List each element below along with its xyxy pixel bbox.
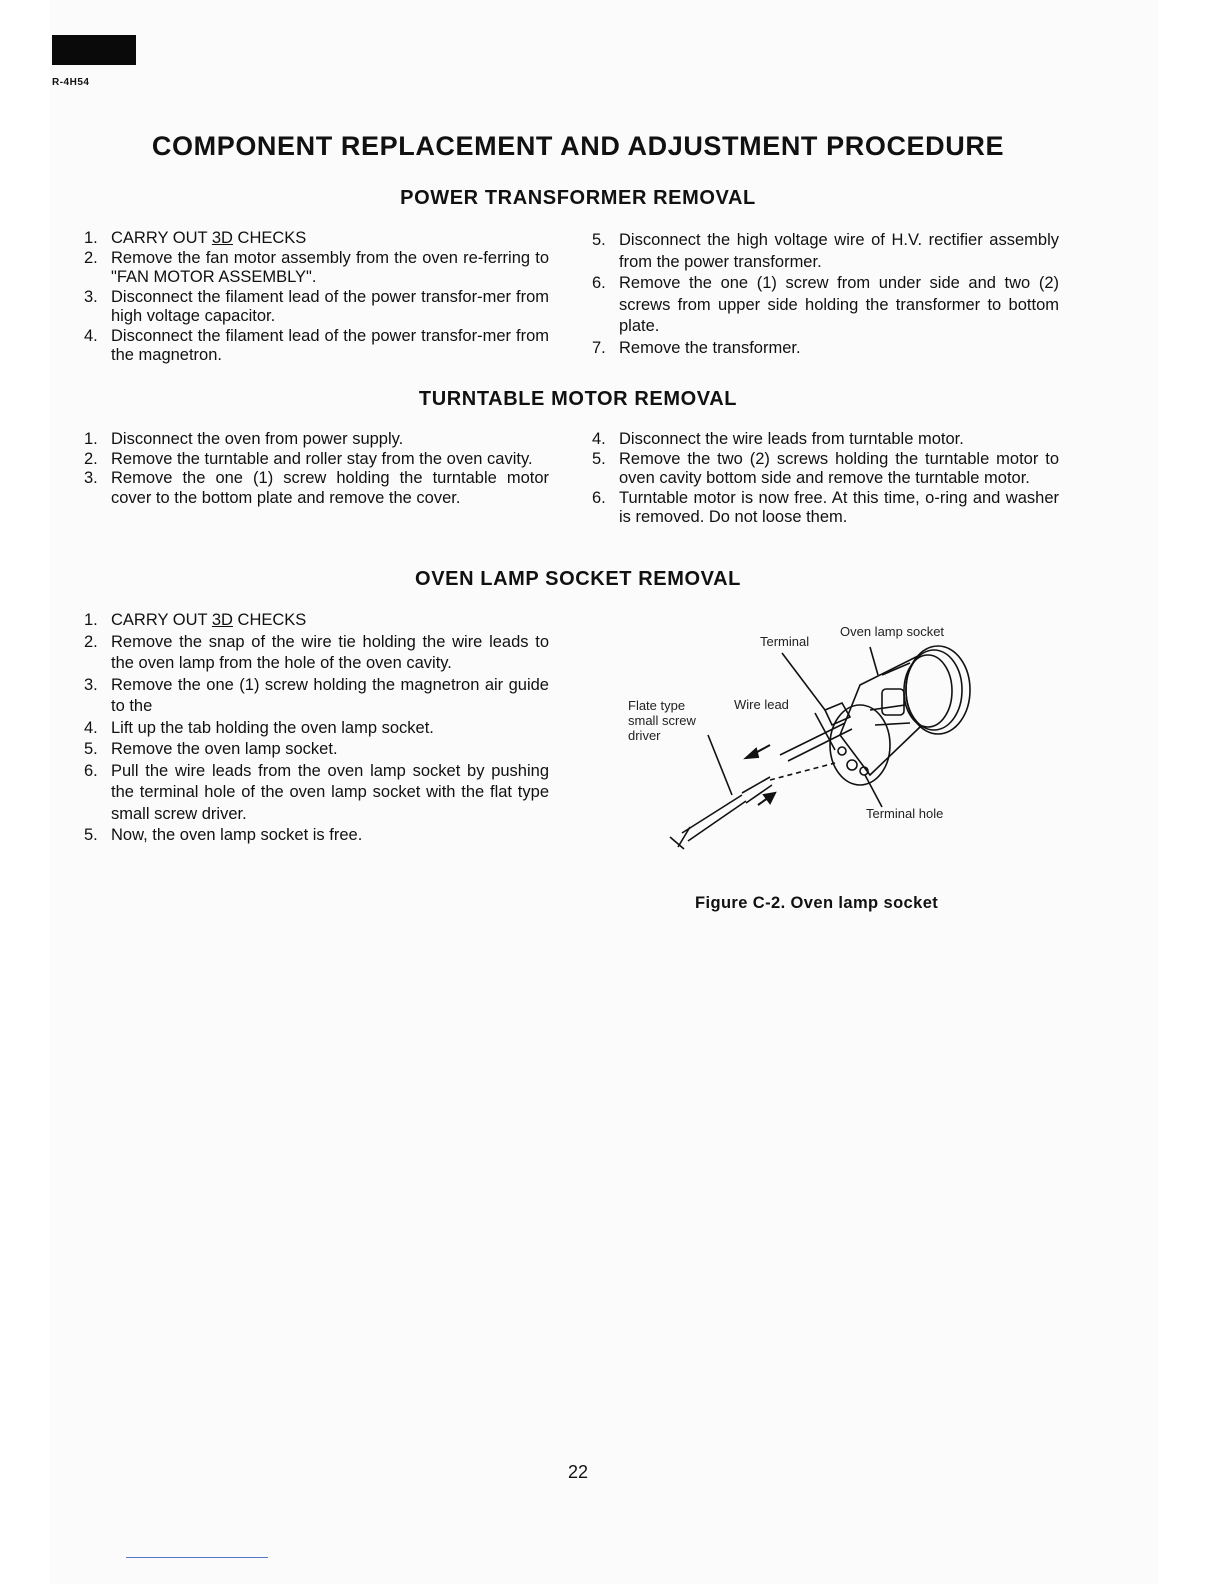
black-header-tab — [52, 35, 136, 65]
terminal-hole-leader — [865, 775, 882, 807]
socket-ring-inner — [904, 655, 952, 727]
step-number: 2. — [84, 632, 98, 651]
step-number: 4. — [84, 326, 98, 345]
power-transformer-steps-left — [84, 229, 549, 366]
page-title: COMPONENT REPLACEMENT AND ADJUSTMENT PROCEDURE — [151, 131, 1005, 161]
step-number: 1. — [84, 611, 98, 629]
step-number: 5. — [592, 231, 606, 249]
step-text: Lift up the tab holding the oven lamp socket. — [111, 718, 434, 737]
model-number: R-4H54 — [52, 77, 90, 88]
label-wire-lead: Wire lead — [734, 697, 789, 712]
label-driver: driver — [628, 728, 661, 743]
list-item — [84, 430, 549, 450]
list-item — [592, 430, 1059, 450]
socket-tab — [882, 689, 904, 715]
insert-path — [770, 763, 835, 780]
step-text: Remove the turntable and roller stay from the oven cavity. — [111, 449, 533, 468]
list-item — [592, 450, 1059, 489]
label-terminal: Terminal — [760, 634, 810, 649]
step-text: Remove the snap of the wire tie holding the wire leads to the oven lamp from the hole of the oven cavity. — [111, 632, 549, 672]
oven-lamp-socket-leader — [870, 647, 878, 675]
step-text: Remove the one (1) screw holding the magnetron air guide to the — [111, 675, 549, 715]
step-text-underlined: 3D — [211, 229, 233, 247]
list-item — [84, 610, 549, 632]
terminal-block — [825, 703, 850, 725]
step-number: 2. — [84, 449, 98, 468]
step-number: 4. — [84, 718, 98, 737]
list-item — [592, 338, 1059, 360]
terminal-hole-3 — [838, 747, 846, 755]
label-flate-type: Flate type — [628, 698, 686, 713]
step-number: 1. — [84, 430, 98, 448]
section-title-power-transformer: POWER TRANSFORMER REMOVAL — [400, 187, 756, 209]
list-item — [84, 825, 549, 847]
page-number: 22 — [567, 1462, 589, 1482]
oven-lamp-socket-steps — [84, 610, 549, 847]
step-number: 5. — [592, 449, 606, 468]
step-number: 3. — [84, 469, 98, 487]
list-item — [84, 249, 549, 288]
step-text: Turntable motor is now free. At this time, o-ring and washer is removed. Do not loose them. — [619, 488, 1059, 526]
turntable-motor-steps-right — [592, 430, 1059, 528]
step-number: 3. — [84, 675, 98, 694]
screwdriver-leader — [708, 735, 732, 795]
power-transformer-steps-right — [592, 230, 1059, 359]
figure-caption: Figure C-2. Oven lamp socket — [695, 894, 939, 912]
step-number: 2. — [84, 248, 98, 267]
list-item — [84, 469, 549, 508]
list-item — [84, 632, 549, 675]
step-number: 6. — [592, 274, 606, 292]
list-item — [84, 450, 549, 470]
step-number: 7. — [592, 338, 606, 357]
list-item — [84, 327, 549, 366]
step-text: CHECKS — [232, 229, 307, 247]
list-item — [84, 739, 549, 761]
step-number: 5. — [84, 826, 98, 844]
pull-arrow-head — [746, 749, 758, 758]
step-text: Remove the one (1) screw from under side and two (2) screws from upper side holding the transformer to bottom plate. — [619, 274, 1059, 335]
step-number: 4. — [592, 430, 606, 448]
footer-rule — [126, 1557, 268, 1558]
label-oven-lamp-socket: Oven lamp socket — [840, 624, 945, 639]
list-item — [592, 230, 1059, 273]
step-text: Remove the one (1) screw holding the turntable motor cover to the bottom plate and remove the cover. — [111, 469, 549, 507]
list-item — [84, 288, 549, 327]
step-number: 3. — [84, 287, 98, 306]
step-text: CARRY OUT — [111, 611, 212, 629]
label-terminal-hole: Terminal hole — [866, 806, 944, 821]
step-text-underlined: 3D — [211, 611, 233, 629]
step-number: 1. — [84, 229, 98, 247]
step-text: Disconnect the high voltage wire of H.V. rectifier assembly from the power transformer. — [619, 231, 1059, 271]
terminal-hole-1 — [847, 760, 857, 770]
step-text: CHECKS — [232, 611, 307, 629]
list-item — [84, 718, 549, 740]
step-text: Pull the wire leads from the oven lamp socket by pushing the terminal hole of the oven lamp socket with the flat type small screw driver. — [111, 761, 549, 823]
step-text: Disconnect the oven from power supply. — [111, 430, 404, 448]
list-item — [84, 675, 549, 718]
step-text: Now, the oven lamp socket is free. — [111, 826, 363, 844]
step-text: Disconnect the wire leads from turntable motor. — [619, 430, 964, 448]
step-text: Remove the transformer. — [619, 338, 801, 357]
list-item — [84, 229, 549, 249]
label-small-screw: small screw — [628, 713, 696, 728]
step-text: Disconnect the filament lead of the power transfor-mer from high voltage capacitor. — [111, 287, 549, 325]
step-number: 5. — [84, 740, 98, 758]
section-title-oven-lamp-socket: OVEN LAMP SOCKET REMOVAL — [415, 568, 741, 590]
step-text: Disconnect the filament lead of the power transfor-mer from the magnetron. — [111, 326, 549, 364]
step-text: Remove the two (2) screws holding the turntable motor to oven cavity bottom side and remove the turntable motor. — [619, 449, 1059, 487]
step-number: 6. — [84, 761, 98, 780]
step-text: Remove the oven lamp socket. — [111, 740, 338, 758]
step-text: CARRY OUT — [111, 229, 212, 247]
list-item — [84, 761, 549, 826]
screwdriver-shaft — [682, 795, 746, 841]
list-item — [592, 489, 1059, 528]
step-number: 6. — [592, 488, 606, 507]
oven-lamp-socket-figure — [620, 615, 1000, 855]
step-text: Remove the fan motor assembly from the oven re-ferring to "FAN MOTOR ASSEMBLY". — [111, 248, 549, 286]
section-title-turntable-motor: TURNTABLE MOTOR REMOVAL — [418, 388, 738, 410]
push-arrow-head — [764, 793, 775, 803]
turntable-motor-steps-left — [84, 430, 549, 508]
list-item — [592, 273, 1059, 338]
